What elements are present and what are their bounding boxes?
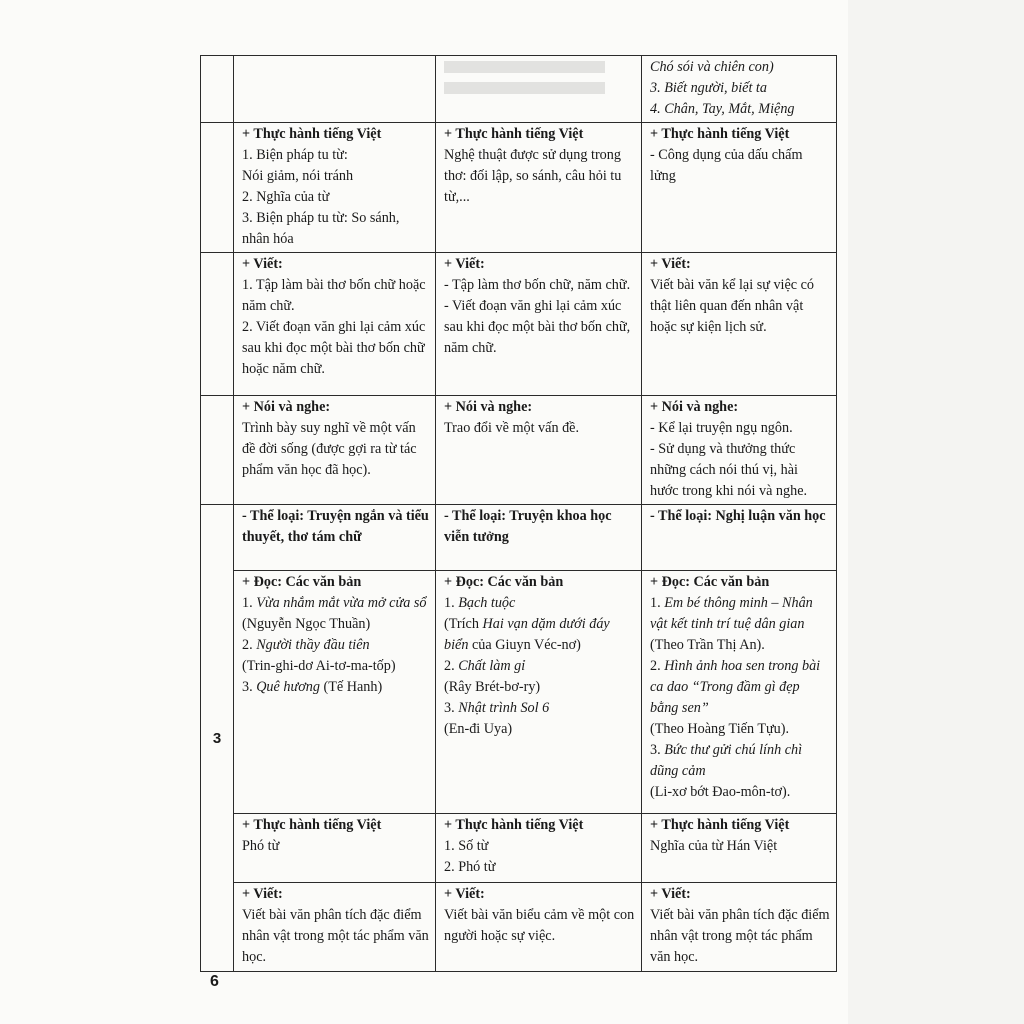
- item-number: 3.: [444, 700, 459, 716]
- cell-line: Viết bài văn phân tích đặc điểm nhân vật trong một tác phẩm văn học.: [242, 907, 429, 965]
- table-cell: [234, 123, 436, 253]
- bleed-through-text: [444, 78, 605, 99]
- work-title: Người thầy đầu tiên: [256, 637, 370, 653]
- table-cell: [234, 814, 436, 883]
- section-heading: + Thực hành tiếng Việt: [444, 126, 584, 142]
- work-title: Em bé thông minh – Nhân vật kết tinh trí tuệ dân gian: [650, 595, 813, 632]
- item-number: 2.: [650, 658, 665, 674]
- reading-item: [242, 677, 429, 698]
- section-heading: + Viết:: [444, 886, 485, 902]
- table-cell: [642, 505, 837, 571]
- source-author: của Giuyn Véc-nơ): [468, 637, 581, 653]
- section-heading: + Thực hành tiếng Việt: [650, 126, 790, 142]
- reading-item: [242, 635, 429, 656]
- table-cell: [234, 56, 436, 123]
- section-heading: + Đọc: Các văn bản: [242, 574, 362, 590]
- section-heading: + Thực hành tiếng Việt: [242, 817, 382, 833]
- work-author: (Theo Trần Thị An).: [650, 637, 765, 653]
- genre-heading: - Thể loại: Truyện ngắn và tiểu thuyết, thơ tám chữ: [242, 508, 429, 545]
- cell-line: Phó từ: [242, 838, 280, 854]
- text-item: 4. Chân, Tay, Mắt, Miệng: [650, 101, 795, 117]
- cell-line: 2. Nghĩa của từ: [242, 189, 330, 205]
- cell-line: - Viết đoạn văn ghi lại cảm xúc sau khi đọc một bài thơ bốn chữ, năm chữ.: [444, 298, 631, 356]
- work-title: Quê hương: [256, 679, 320, 695]
- cell-line: 2. Phó từ: [444, 859, 496, 875]
- cell-line: - Kể lại truyện ngụ ngôn.: [650, 420, 793, 436]
- work-author: (Tế Hanh): [319, 679, 383, 695]
- curriculum-table: [200, 55, 837, 972]
- table-row: [201, 571, 837, 814]
- table-row: [201, 123, 837, 253]
- table-cell: [234, 883, 436, 972]
- reading-item: [650, 740, 830, 782]
- section-heading: + Viết:: [444, 256, 485, 272]
- cell-line: Nói giảm, nói tránh: [242, 168, 354, 184]
- work-source: [444, 614, 635, 656]
- work-author: (Nguyễn Ngọc Thuần): [242, 616, 371, 632]
- cell-line: - Sử dụng và thưởng thức những cách nói thú vị, hài hước trong khi nói và nghe.: [650, 441, 808, 499]
- cell-line: Trao đổi về một vấn đề.: [444, 420, 580, 436]
- genre-heading: - Thể loại: Nghị luận văn học: [650, 508, 826, 524]
- work-author: (Trin-ghi-dơ Ai-tơ-ma-tốp): [242, 658, 396, 674]
- table-cell: [436, 123, 642, 253]
- cell-line: Nghĩa của từ Hán Việt: [650, 838, 778, 854]
- cell-line: 1. Số từ: [444, 838, 489, 854]
- table-cell: [642, 56, 837, 123]
- work-author: (En-đi Uya): [444, 721, 513, 737]
- table-cell: [642, 123, 837, 253]
- section-heading: + Thực hành tiếng Việt: [242, 126, 382, 142]
- table-cell: [642, 571, 837, 814]
- source-prefix: (Trích: [444, 616, 483, 632]
- section-heading: + Viết:: [650, 886, 691, 902]
- table-row: [201, 56, 837, 123]
- section-heading: + Nói và nghe:: [650, 399, 739, 415]
- table-row: [201, 253, 837, 396]
- text-item: 3. Biết người, biết ta: [650, 80, 767, 96]
- work-author: (Rây Brét-bơ-ry): [444, 679, 541, 695]
- table-cell: [234, 571, 436, 814]
- cell-line: Viết bài văn kể lại sự việc có thật liên quan đến nhân vật hoặc sự kiện lịch sử.: [650, 277, 815, 335]
- table-row: [201, 814, 837, 883]
- table-cell: [234, 505, 436, 571]
- table-cell: [642, 396, 837, 505]
- reading-item: [650, 656, 830, 719]
- work-title: Hình ảnh hoa sen trong bài ca dao “Trong đầm gì đẹp bằng sen”: [650, 658, 821, 716]
- work-title: Chất làm gỉ: [458, 658, 526, 674]
- unit-number-cell: [201, 253, 234, 396]
- genre-heading: - Thể loại: Truyện khoa học viễn tưởng: [444, 508, 612, 545]
- unit-number-cell: [201, 505, 234, 972]
- cell-line: Nghệ thuật được sử dụng trong thơ: đối lập, so sánh, câu hỏi tu từ,...: [444, 147, 622, 205]
- section-heading: + Viết:: [242, 256, 283, 272]
- section-heading: + Nói và nghe:: [444, 399, 533, 415]
- bleed-through-text: [444, 57, 605, 78]
- reading-item: [444, 698, 635, 719]
- reading-item: [444, 593, 635, 614]
- item-number: 2.: [444, 658, 459, 674]
- table-row: [201, 396, 837, 505]
- section-heading: + Thực hành tiếng Việt: [444, 817, 584, 833]
- table-cell: [642, 883, 837, 972]
- work-author: (Theo Hoàng Tiến Tựu).: [650, 721, 790, 737]
- unit-number-cell: [201, 123, 234, 253]
- unit-number-cell: [201, 56, 234, 123]
- cell-line: 1. Tập làm bài thơ bốn chữ hoặc năm chữ.: [242, 277, 426, 314]
- page-number: 6: [210, 973, 219, 990]
- work-title: Vừa nhắm mắt vừa mở cửa sổ: [256, 595, 427, 611]
- item-number: 3.: [650, 742, 665, 758]
- table-cell: [234, 253, 436, 396]
- work-title: Bức thư gửi chú lính chì dũng cảm: [650, 742, 803, 779]
- section-heading: + Viết:: [650, 256, 691, 272]
- section-heading: + Đọc: Các văn bản: [650, 574, 770, 590]
- cell-line: Viết bài văn biểu cảm về một con người hoặc sự việc.: [444, 907, 635, 944]
- work-author: (Li-xơ bớt Đao-môn-tơ).: [650, 784, 791, 800]
- cell-line: Trình bày suy nghĩ về một vấn đề đời sống (được gợi ra từ tác phẩm văn học đã học).: [242, 420, 417, 478]
- cell-line: Viết bài văn phân tích đặc điểm nhân vật trong một tác phẩm văn học.: [650, 907, 830, 965]
- table-cell: [234, 396, 436, 505]
- table-cell: [436, 571, 642, 814]
- item-number: 2.: [242, 637, 257, 653]
- section-heading: + Đọc: Các văn bản: [444, 574, 564, 590]
- cell-line: 1. Biện pháp tu từ:: [242, 147, 348, 163]
- table-row: [201, 505, 837, 571]
- table-cell: [436, 396, 642, 505]
- item-number: 1.: [242, 595, 257, 611]
- table-cell: [436, 814, 642, 883]
- work-title: Nhật trình Sol 6: [458, 700, 550, 716]
- unit-number: 3: [212, 729, 222, 747]
- section-heading: + Viết:: [242, 886, 283, 902]
- section-heading: + Thực hành tiếng Việt: [650, 817, 790, 833]
- section-heading: + Nói và nghe:: [242, 399, 331, 415]
- cell-line: 3. Biện pháp tu từ: So sánh, nhân hóa: [242, 210, 400, 247]
- item-number: 1.: [650, 595, 665, 611]
- work-title: Bạch tuộc: [458, 595, 516, 611]
- table-cell: [642, 814, 837, 883]
- reading-item: [242, 593, 429, 635]
- table-cell: [436, 253, 642, 396]
- table-cell: [436, 505, 642, 571]
- cell-line: 2. Viết đoạn văn ghi lại cảm xúc sau khi đọc một bài thơ bốn chữ hoặc năm chữ.: [242, 319, 426, 377]
- unit-number-cell: [201, 396, 234, 505]
- source-title: Hai vạn dặm dưới đáy biển: [444, 616, 610, 653]
- table-cell: [436, 883, 642, 972]
- item-number: 3.: [242, 679, 257, 695]
- table-row: [201, 883, 837, 972]
- text-title: Chó sói và chiên con): [650, 59, 774, 75]
- cell-line: - Tập làm thơ bốn chữ, năm chữ.: [444, 277, 631, 293]
- item-number: 1.: [444, 595, 459, 611]
- cell-line: - Công dụng của dấu chấm lửng: [650, 147, 803, 184]
- reading-item: [444, 656, 635, 677]
- table-cell: [436, 56, 642, 123]
- reading-item: [650, 593, 830, 635]
- table-cell: [642, 253, 837, 396]
